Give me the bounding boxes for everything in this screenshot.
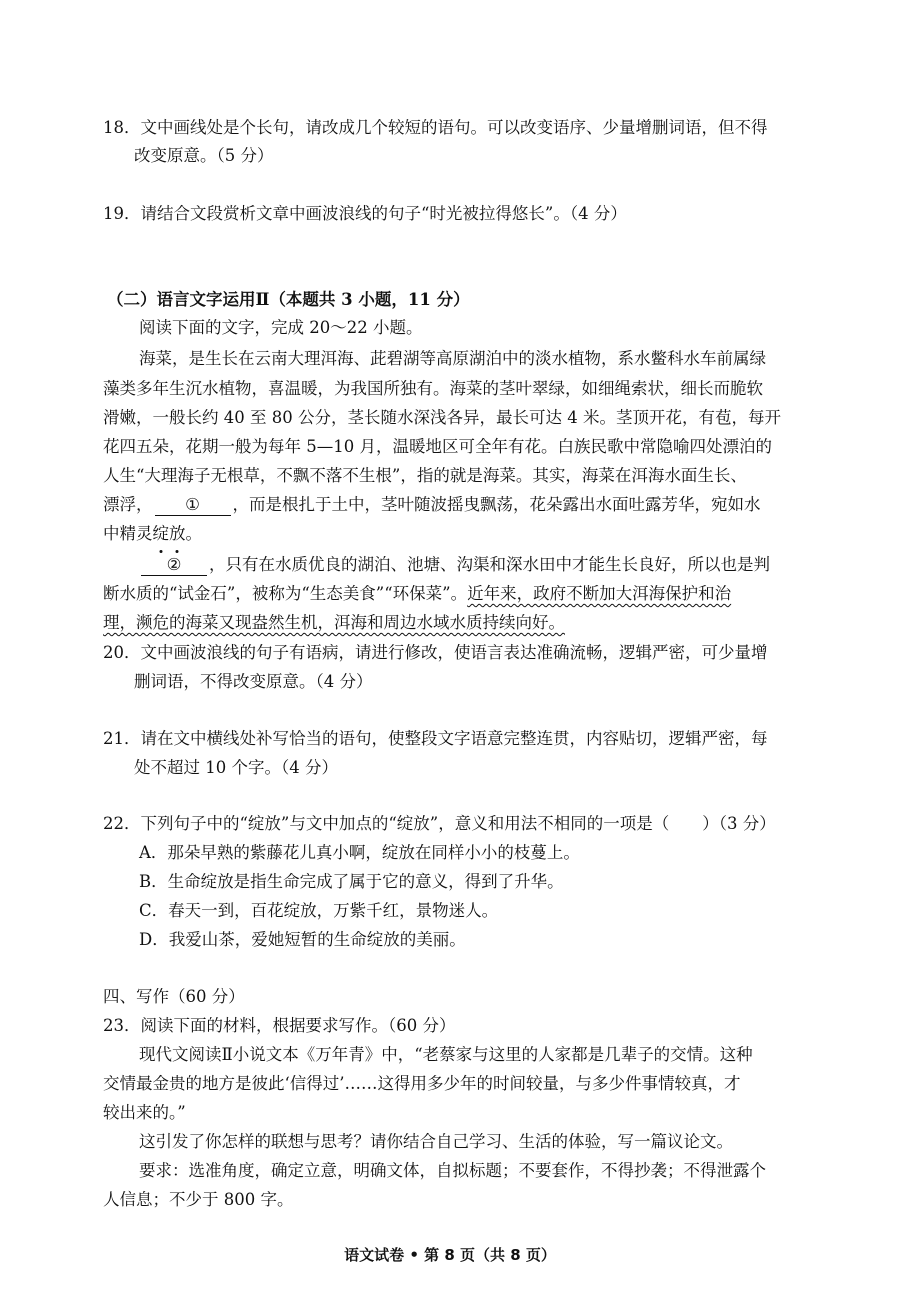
passage-line: 滑嫩，一般长约 40 至 80 公分，茎长随水深浅各异，最长可达 4 米。茎顶开花，有苞，每开 xyxy=(103,408,781,427)
fill-blank-1: ① xyxy=(155,495,231,516)
passage-text: 漂浮， xyxy=(103,495,153,514)
q22-option-a: A．那朵早熟的紫藤花儿真小啊，绽放在同样小小的枝蔓上。 xyxy=(139,843,580,862)
section-heading-writing: 四、写作（60 分） xyxy=(103,987,245,1006)
wavy-underlined-sentence: 理，濒危的海菜又现盎然生机，洱海和周边水域水质持续向好。 xyxy=(103,613,565,632)
q22-stem: 22．下列句子中的“绽放”与文中加点的“绽放”，意义和用法不相同的一项是（ ）（3 分） xyxy=(103,814,776,833)
passage-text: 断水质的“试金石”，被称为“生态美食”“环保菜”。 xyxy=(103,584,468,603)
material-line: 交情最金贵的地方是彼此‘信得过’……这得用多少年的时间较量，与多少件事情较真，才 xyxy=(103,1074,741,1093)
passage-line: 人生“大理海子无根草，不飘不落不生根”，指的就是海菜。其实，海菜在洱海水面生长、 xyxy=(103,466,747,485)
material-line: 较出来的。” xyxy=(103,1103,186,1122)
q22-option-c: C．春天一到，百花绽放，万紫千红，景物迷人。 xyxy=(139,901,499,920)
writing-requirements-line2: 人信息；不少于 800 字。 xyxy=(103,1190,294,1209)
q22-option-b: B．生命绽放是指生命完成了属于它的意义，得到了升华。 xyxy=(139,872,564,891)
passage-text: 。 xyxy=(185,524,202,543)
material-line: 现代文阅读Ⅱ小说文本《万年青》中，“老蔡家与这里的人家都是几辈子的交情。这种 xyxy=(139,1045,753,1064)
passage-line-with-blank1 xyxy=(103,491,761,519)
section-heading-language-use xyxy=(107,286,470,314)
passage-line-with-emphasis xyxy=(103,520,202,548)
wavy-underlined-sentence: 近年来，政府不断加大洱海保护和治 xyxy=(467,584,732,603)
passage-text: ，只有在水质优良的湖泊、池塘、沟渠和深水田中才能生长良好，所以也是判 xyxy=(209,555,770,574)
q21-line1: 21．请在文中横线处补写恰当的语句，使整段文字语意完整连贯，内容贴切，逻辑严密，每 xyxy=(103,729,768,748)
emphasized-char: 放 xyxy=(169,520,186,548)
passage-line xyxy=(103,609,565,637)
q21-line2: 处不超过 10 个字。（4 分） xyxy=(134,758,338,777)
passage-line: 花四五朵，花期一般为每年 5—10 月，温暖地区可全年有花。白族民歌中常隐喻四处漂泊的 xyxy=(103,437,772,456)
passage-text: ，而是根扎于土中，茎叶随波摇曳飘荡，花朵露出水面吐露芳华，宛如水 xyxy=(232,495,761,514)
passage-line: 海菜，是生长在云南大理洱海、茈碧湖等高原湖泊中的淡水植物，系水鳖科水车前属绿 xyxy=(139,349,766,368)
passage-text: 中精灵 xyxy=(103,524,153,543)
q18-line2: 改变原意。（5 分） xyxy=(134,146,274,165)
q20-line1: 20．文中画波浪线的句子有语病，请进行修改，使语言表达准确流畅，逻辑严密，可少量增 xyxy=(103,643,768,662)
passage-line-with-blank2 xyxy=(139,551,770,579)
passage-line: 藻类多年生沉水植物，喜温暖，为我国所独有。海菜的茎叶翠绿，如细绳索状，细长而脆软 xyxy=(103,379,763,398)
q23-stem: 23．阅读下面的材料，根据要求写作。（60 分） xyxy=(103,1016,456,1035)
q19-line1: 19．请结合文段赏析文章中画波浪线的句子“时光被拉得悠长”。（4 分） xyxy=(103,204,627,223)
writing-requirements-line1: 要求：选准角度，确定立意，明确文体，自拟标题；不要套作，不得抄袭；不得泄露个 xyxy=(139,1161,766,1180)
passage-line xyxy=(103,580,731,608)
emphasized-char: 绽 xyxy=(153,520,170,548)
fill-blank-2: ② xyxy=(141,555,207,576)
reading-instruction: 阅读下面的文字，完成 20～22 小题。 xyxy=(139,318,423,337)
q20-line2: 删词语，不得改变原意。（4 分） xyxy=(134,672,373,691)
writing-prompt: 这引发了你怎样的联想与思考？请你结合自己学习、生活的体验，写一篇议论文。 xyxy=(139,1132,733,1151)
q18-line1: 18．文中画线处是个长句，请改成几个较短的语句。可以改变语序、少量增删词语，但不得 xyxy=(103,118,768,137)
page-footer: 语文试卷 • 第 8 页（共 8 页） xyxy=(344,1246,556,1264)
section-heading-text: （二）语言文字运用Ⅱ（本题共 3 小题，11 分） xyxy=(107,290,470,309)
q22-option-d: D．我爱山茶，爱她短暂的生命绽放的美丽。 xyxy=(139,930,466,949)
